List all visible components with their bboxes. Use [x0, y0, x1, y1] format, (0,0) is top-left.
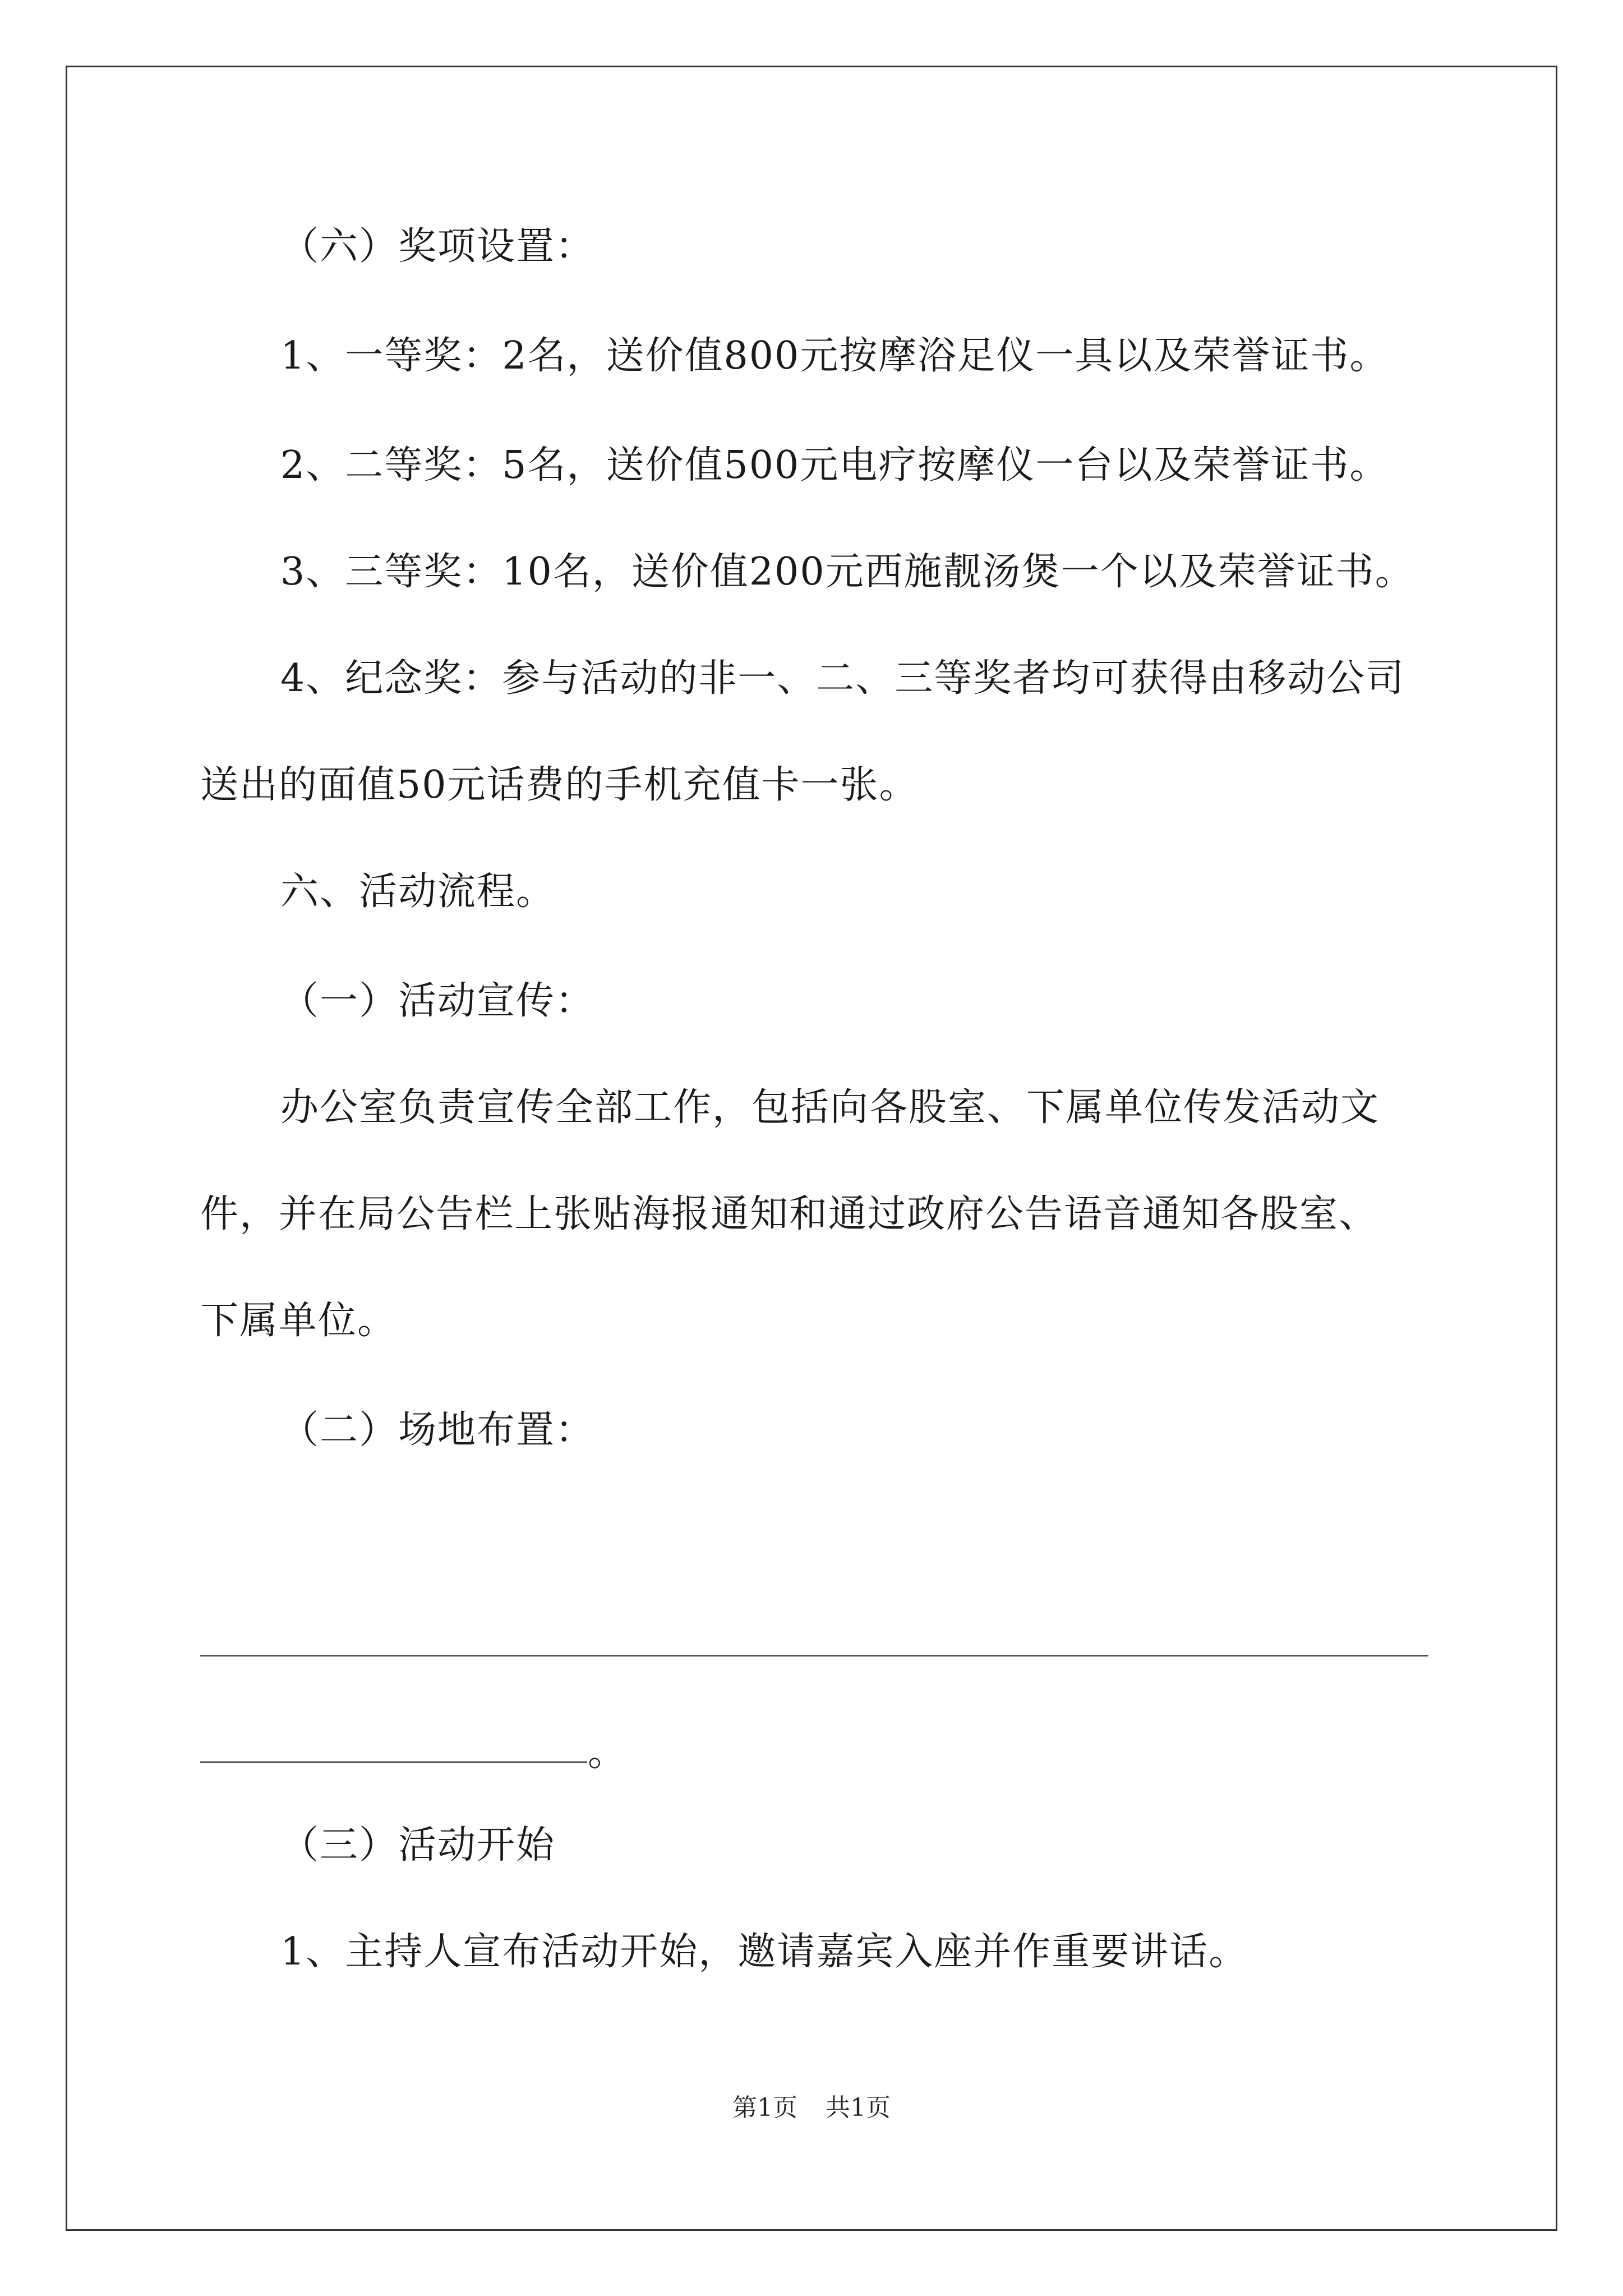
- section-heading-process: 六、活动流程。: [280, 869, 556, 914]
- paragraph-line: 办公室负责宣传全部工作，包括向各股室、下属单位传发活动文: [280, 1085, 1380, 1130]
- fill-in-blank-line: [200, 1761, 587, 1763]
- section-heading-awards: （六）奖项设置：: [280, 224, 595, 269]
- paragraph-line: 件，并在局公告栏上张贴海报通知和通过政府公告语音通知各股室、: [200, 1192, 1378, 1236]
- paragraph-line: 1、一等奖：2名，送价值800元按摩浴足仪一具以及荣誉证书。: [280, 334, 1389, 378]
- paragraph-line: 1、主持人宣布活动开始，邀请嘉宾入座并作重要讲话。: [280, 1930, 1248, 1974]
- page-border: [66, 66, 1557, 2231]
- paragraph-line: 下属单位。: [200, 1299, 397, 1343]
- paragraph-line: 2、二等奖：5名，送价值500元电疗按摩仪一台以及荣誉证书。: [280, 443, 1389, 487]
- page-number: 第1页: [732, 2093, 797, 2122]
- paragraph-line: 3、三等奖：10名，送价值200元西施靓汤煲一个以及荣誉证书。: [280, 550, 1414, 594]
- fill-in-blank-line: [200, 1655, 1428, 1657]
- page-footer: [0, 2091, 1623, 2125]
- subsection-heading-venue: （二）场地布置：: [280, 1408, 595, 1452]
- blank-period: 。: [588, 1731, 626, 1775]
- subsection-heading-start: （三）活动开始: [280, 1823, 556, 1867]
- page-total: 共1页: [826, 2093, 891, 2122]
- paragraph-line: 4、纪念奖：参与活动的非一、二、三等奖者均可获得由移动公司: [280, 656, 1405, 701]
- subsection-heading-publicity: （一）活动宣传：: [280, 979, 595, 1023]
- paragraph-line: 送出的面值50元话费的手机充值卡一张。: [200, 763, 919, 807]
